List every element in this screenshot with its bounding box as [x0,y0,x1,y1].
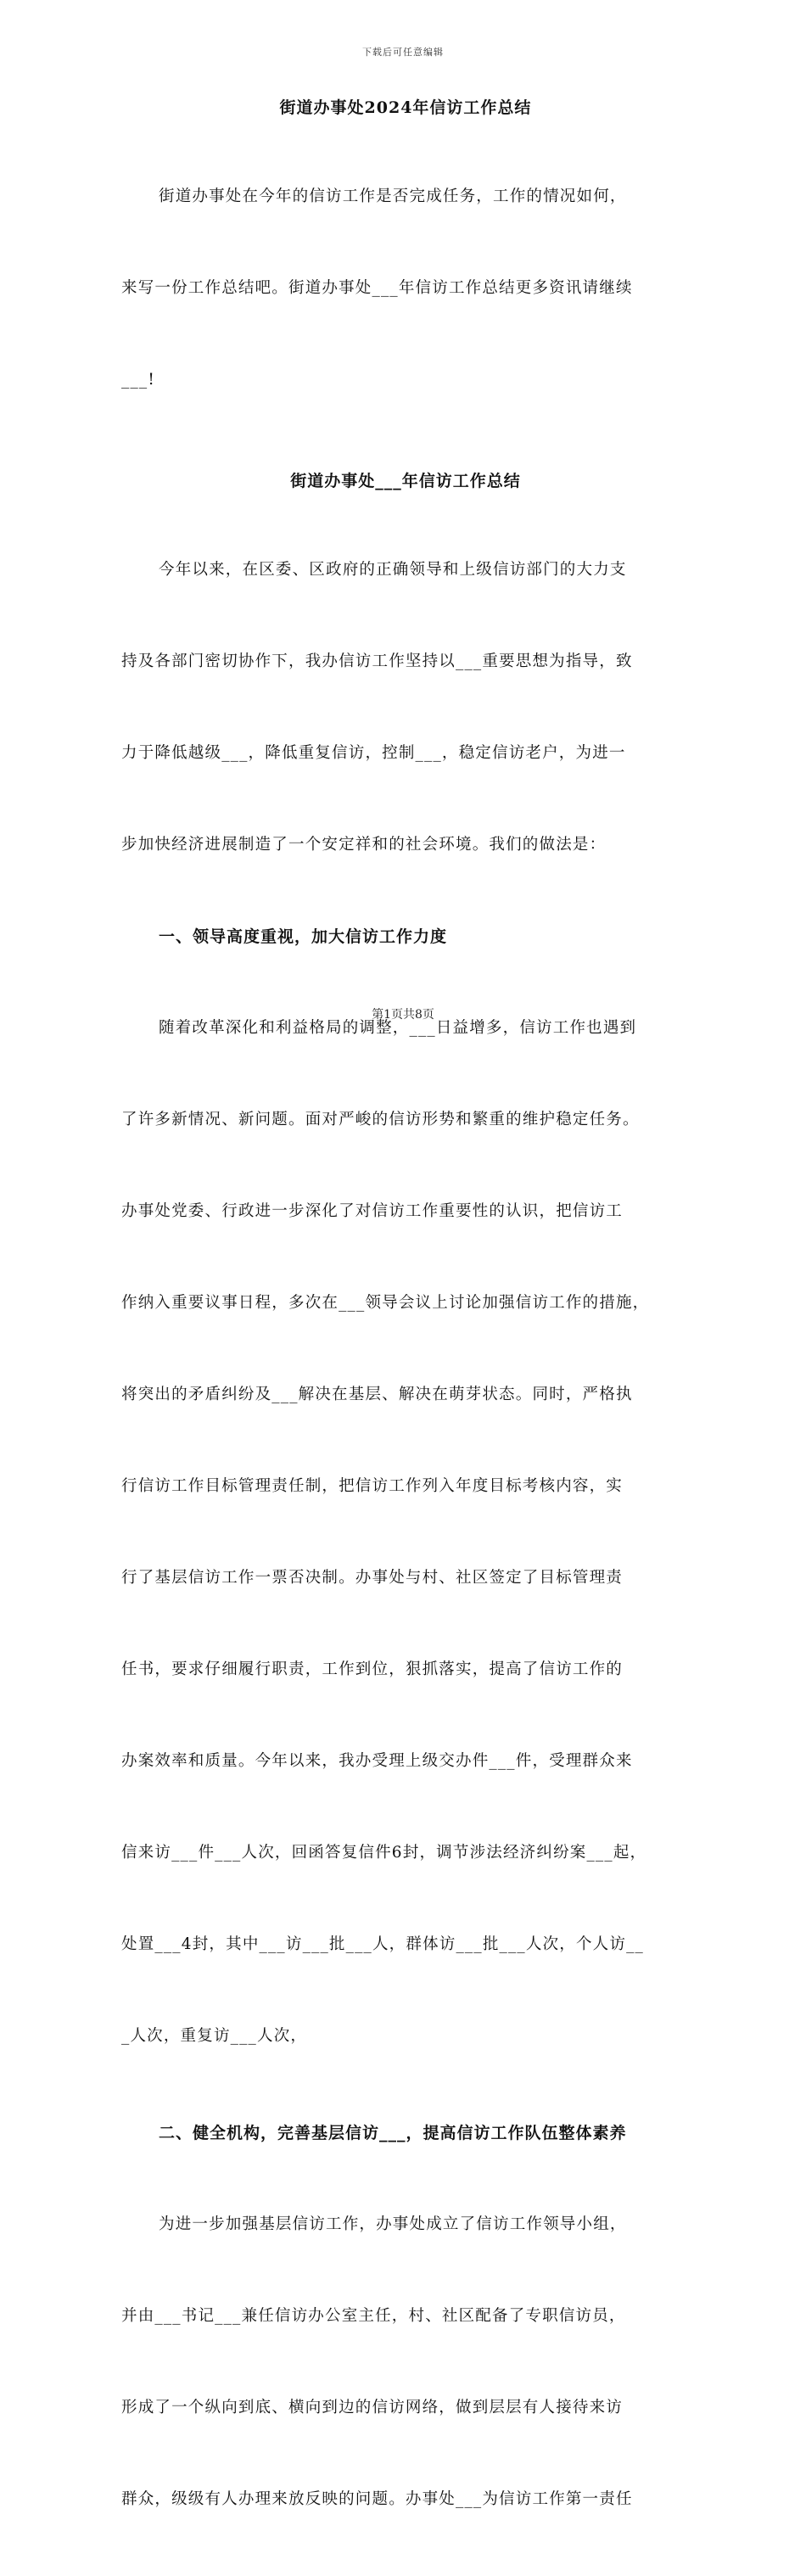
text-line: 办事处党委、行政进一步深化了对信访工作重要性的认识，把信访工 [121,1202,624,1220]
document-title: 街道办事处2024年信访工作总结 [279,98,532,117]
intro-paragraph [121,120,690,456]
text-line: 办案效率和质量。今年以来，我办受理上级交办件___件，受理群众来 [121,1752,633,1770]
document-subtitle: 街道办事处___年信访工作总结 [290,472,521,490]
text-line: _人次，重复访___人次， [121,2027,308,2045]
text-line: 将突出的矛盾纠纷及___解决在基层、解决在萌芽状态。同时，严格执 [121,1386,633,1403]
text-line: 信来访___件___人次，回函答复信件6封，调节涉法经济纠纷案___起， [121,1844,647,1862]
section-heading-2: 二、健全机构，完善基层信访___，提高信访工作队伍整体素养 [159,2124,627,2142]
text-line: 为进一步加强基层信访工作，办事处成立了信访工作领导小组， [159,2215,627,2233]
paragraph-2 [121,952,690,2113]
text-line: 任书，要求仔细履行职责，工作到位，狠抓落实，提高了信访工作的 [121,1660,624,1678]
text-line: 作纳入重要议事日程，多次在___领导会议上讨论加强信访工作的措施， [121,1294,650,1312]
text-line: 随着改革深化和利益格局的调整，___日益增多，信访工作也遇到 [159,1019,637,1037]
text-line: 持及各部门密切协作下，我办信访工作坚持以___重要思想为指导，致 [121,652,633,670]
text-line: 处置___4封，其中___访___批___人，群体访___批___人次，个人访__ [121,1935,644,1953]
header-note: 下载后可任意编辑 [362,47,444,58]
text-line: 群众，级级有人办理来放反映的问题。办事处___为信访工作第一责任 [121,2490,633,2508]
page-number: 第1页共8页 [372,1008,434,1022]
text-line: 并由___书记___兼任信访办公室主任，村、社区配备了专职信访员， [121,2307,626,2325]
text-line: 街道办事处在今年的信访工作是否完成任务，工作的情况如何， [159,188,627,205]
text-line: ___! [121,371,155,389]
text-line: 行信访工作目标管理责任制，把信访工作列入年度目标考核内容，实 [121,1477,624,1495]
paragraph-3 [121,2148,690,2576]
text-line: 了许多新情况、新问题。面对严峻的信访形势和繁重的维护稳定任务。 [121,1111,640,1128]
text-line: 步加快经济进展制造了一个安定祥和的社会环境。我们的做法是： [121,836,607,854]
text-line: 行了基层信访工作一票否决制。办事处与村、社区签定了目标管理责 [121,1569,624,1587]
text-line: 今年以来，在区委、区政府的正确领导和上级信访部门的大力支 [159,561,627,579]
text-line: 形成了一个纵向到底、横向到边的信访网络，做到层层有人接待来访 [121,2399,624,2416]
section-heading-1: 一、领导高度重视，加大信访工作力度 [159,927,448,946]
document-body [121,95,690,2576]
paragraph-1 [121,494,690,921]
text-line: 力于降低越级___，降低重复信访，控制___，稳定信访老户，为进一 [121,744,626,762]
text-line: 来写一份工作总结吧。街道办事处___年信访工作总结更多资讯请继续 [121,279,633,297]
